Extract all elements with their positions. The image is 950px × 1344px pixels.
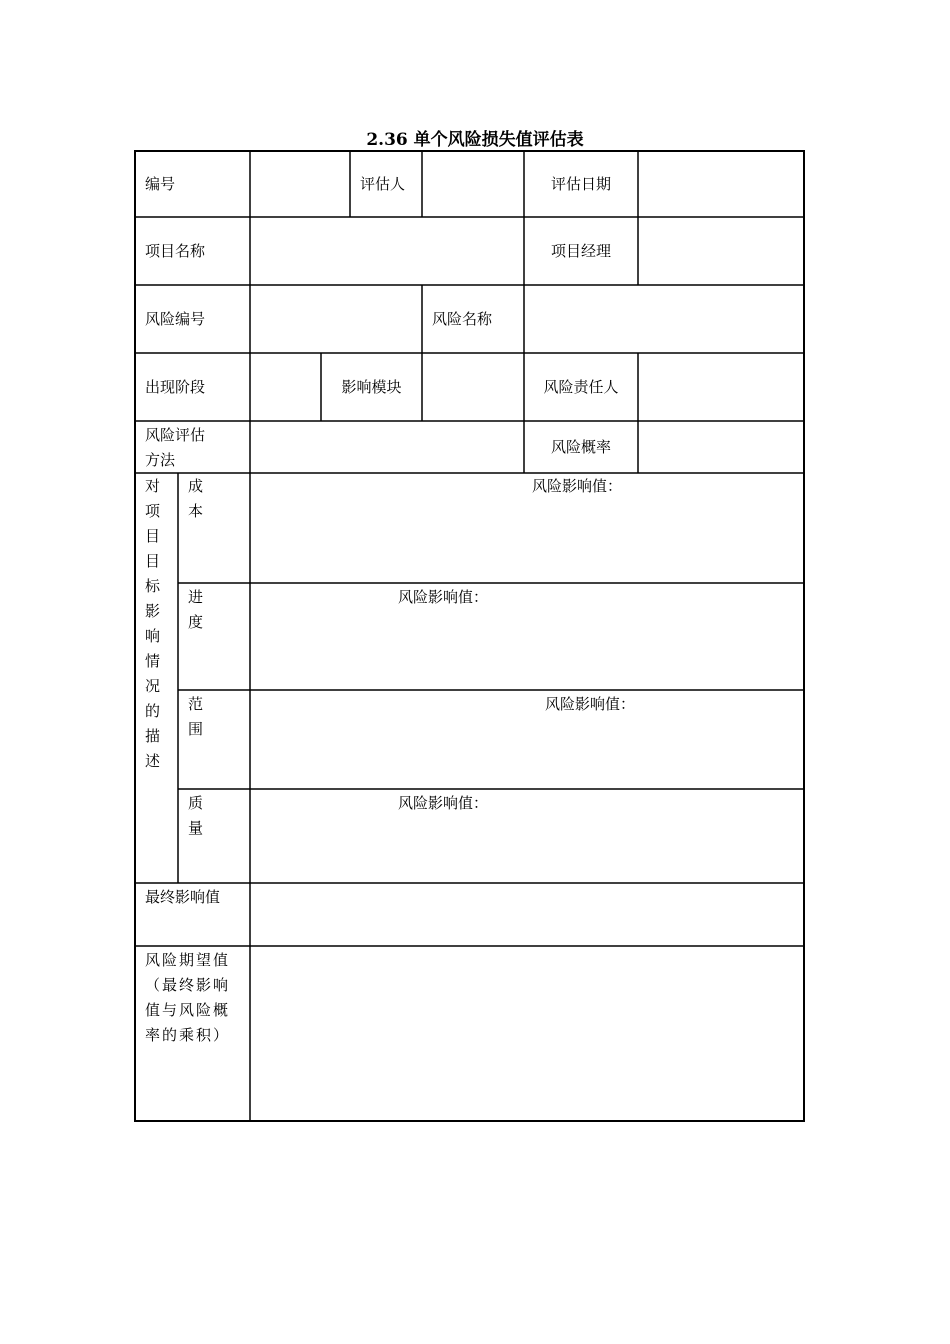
label-phase: 出现阶段 bbox=[145, 378, 206, 396]
label-risk-probability: 风险概率 bbox=[550, 438, 611, 456]
label-quality: 质量 bbox=[188, 794, 204, 837]
label-impact-description: 对项目目标影响情况的描述 bbox=[145, 477, 161, 770]
cost-impact-value-label: 风险影响值： bbox=[532, 477, 623, 495]
number-field[interactable] bbox=[250, 151, 350, 217]
cost-impact-field[interactable] bbox=[250, 473, 804, 583]
label-risk-name: 风险名称 bbox=[432, 310, 493, 328]
label-module: 影响模块 bbox=[341, 378, 402, 396]
label-risk-owner: 风险责任人 bbox=[543, 378, 619, 396]
label-final-impact: 最终影响值 bbox=[145, 888, 221, 906]
assess-date-field[interactable] bbox=[638, 151, 804, 217]
quality-impact-field[interactable] bbox=[250, 789, 804, 883]
scope-impact-field[interactable] bbox=[250, 690, 804, 789]
schedule-impact-field[interactable] bbox=[250, 583, 804, 690]
label-assessor: 评估人 bbox=[360, 175, 406, 193]
label-expected-value: 风险期望值（最终影响值与风险概率的乘积） bbox=[145, 951, 231, 1044]
label-scope: 范围 bbox=[188, 695, 204, 738]
label-risk-number: 风险编号 bbox=[145, 310, 206, 328]
phase-field[interactable] bbox=[250, 353, 321, 421]
expected-value-field[interactable] bbox=[250, 946, 804, 1121]
quality-impact-value-label: 风险影响值： bbox=[398, 794, 489, 812]
schedule-impact-value-label: 风险影响值： bbox=[398, 588, 489, 606]
risk-probability-field[interactable] bbox=[638, 421, 804, 473]
assess-method-field[interactable] bbox=[250, 421, 524, 473]
label-project-name: 项目名称 bbox=[145, 242, 206, 260]
label-assess-date: 评估日期 bbox=[550, 175, 611, 193]
risk-owner-field[interactable] bbox=[638, 353, 804, 421]
label-assess-method: 风险评估方法 bbox=[145, 426, 206, 469]
risk-name-field[interactable] bbox=[524, 285, 804, 353]
project-manager-field[interactable] bbox=[638, 217, 804, 285]
page-title: 2.36 单个风险损失值评估表 bbox=[366, 130, 584, 150]
label-number: 编号 bbox=[145, 175, 176, 193]
project-name-field[interactable] bbox=[250, 217, 524, 285]
label-project-manager: 项目经理 bbox=[550, 242, 611, 260]
label-cost: 成本 bbox=[188, 477, 204, 520]
label-schedule: 进度 bbox=[188, 588, 204, 631]
risk-number-field[interactable] bbox=[250, 285, 422, 353]
assessor-field[interactable] bbox=[422, 151, 524, 217]
scope-impact-value-label: 风险影响值： bbox=[545, 695, 636, 713]
module-field[interactable] bbox=[422, 353, 524, 421]
final-impact-field[interactable] bbox=[250, 883, 804, 946]
